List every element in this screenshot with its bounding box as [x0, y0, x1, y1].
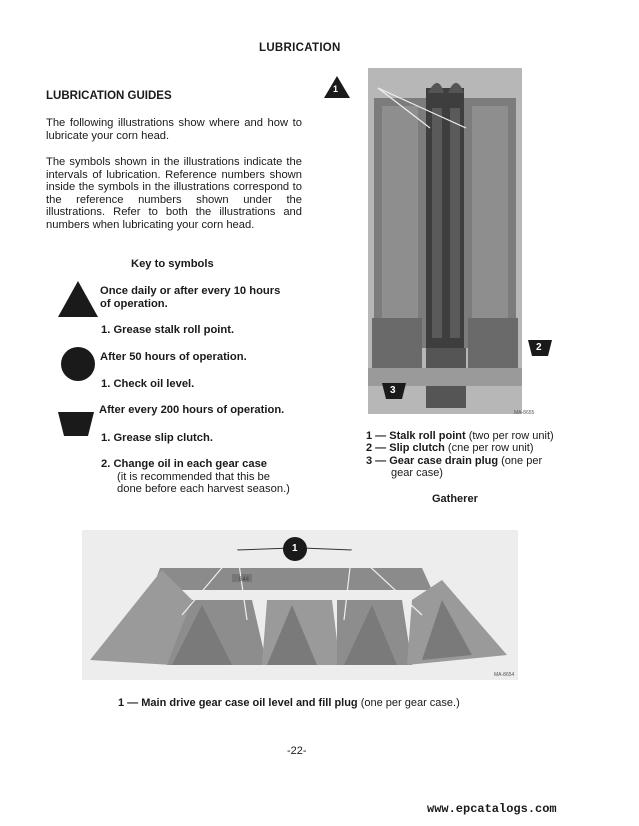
gatherer-legend: [366, 430, 596, 480]
legend-row-3-cont: gear case): [391, 467, 443, 480]
circle-symbol-icon: [61, 347, 95, 381]
callout-1-label: 1: [333, 84, 339, 94]
trapezoid-interval: After every 200 hours of operation.: [99, 404, 285, 416]
page-title: LUBRICATION: [259, 42, 341, 54]
corn-head-plate: 844: [239, 577, 250, 583]
gatherer-caption: Gatherer: [432, 493, 478, 505]
trapezoid-item-2-note-1: (it is recommended that this be: [117, 471, 270, 483]
corn-head-callout-label: 1: [292, 543, 298, 554]
gatherer-photo-art: [368, 68, 522, 414]
triangle-interval-line2: of operation.: [100, 298, 168, 310]
trapezoid-item-1: 1. Grease slip clutch.: [101, 432, 213, 444]
corn-head-photo-id: MA-8654: [494, 672, 515, 678]
page-number: -22-: [287, 745, 307, 757]
symbols-paragraph: The symbols shown in the illustrations indicate the intervals of lubrication. Reference numbers shown inside the symbols in the illustrations correspond to the reference numbers shown under the illustrations. Refer to both the illustrations and numbers when lubricating your corn head.: [46, 156, 302, 231]
section-title: LUBRICATION GUIDES: [46, 90, 172, 102]
site-watermark[interactable]: www.epcatalogs.com: [427, 802, 557, 816]
trapezoid-item-2: 2. Change oil in each gear case: [101, 458, 268, 470]
callout-2-label: 2: [536, 342, 542, 353]
gatherer-photo-id: MA-8655: [514, 410, 535, 416]
triangle-interval-line1: Once daily or after every 10 hours: [100, 285, 281, 297]
legend-row-2: 2 — Slip clutch (cne per row unit): [366, 442, 534, 455]
legend-row-1: 1 — Stalk roll point (two per row unit): [366, 430, 554, 442]
trapezoid-symbol-icon: [58, 412, 94, 436]
circle-item: 1. Check oil level.: [101, 378, 195, 390]
legend-row-3: 3 — Gear case drain plug (one per: [366, 454, 543, 467]
key-title: Key to symbols: [131, 258, 214, 270]
triangle-item: 1. Grease stalk roll point.: [101, 324, 235, 336]
corn-head-caption: 1 — Main drive gear case oil level and fill plug (one per gear case.): [118, 697, 460, 709]
gatherer-photo: [368, 68, 522, 414]
trapezoid-item-2-note-2: done before each harvest season.): [117, 483, 290, 495]
triangle-symbol-icon: [58, 281, 98, 317]
callout-3-label: 3: [390, 385, 396, 396]
circle-interval: After 50 hours of operation.: [100, 351, 247, 363]
intro-paragraph: The following illustrations show where and how to lubricate your corn head.: [46, 117, 302, 142]
